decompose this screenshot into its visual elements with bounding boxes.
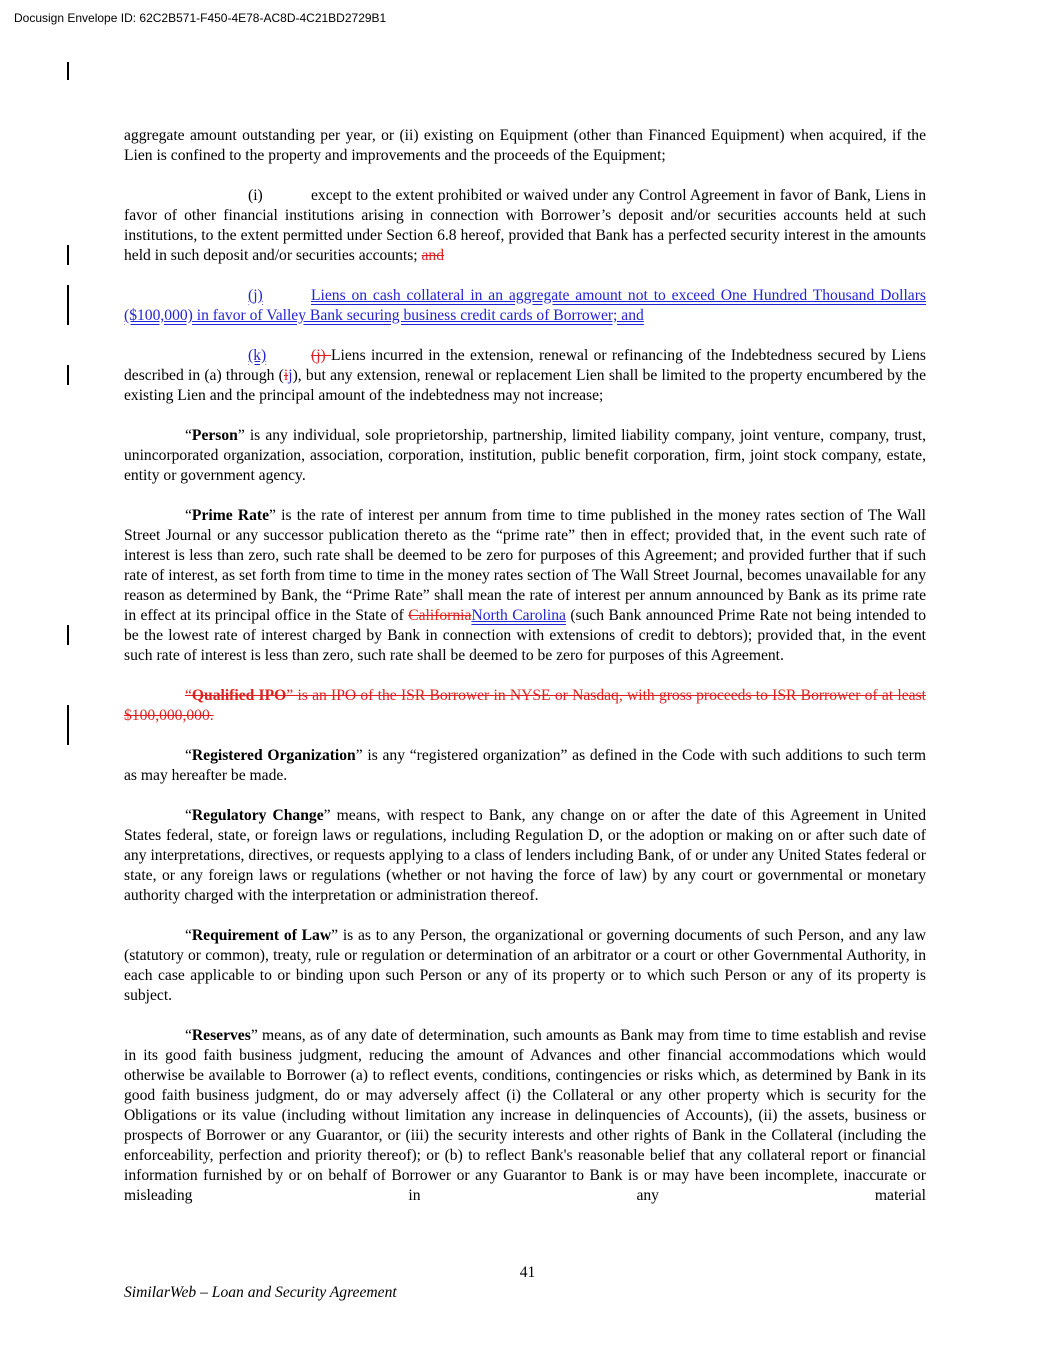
paragraph	[124, 346, 926, 406]
text-run: “	[185, 807, 192, 824]
defined-term: Regulatory Change	[191, 807, 324, 824]
paragraph	[124, 506, 926, 666]
text-run: “	[185, 927, 192, 944]
text-run: Liens incurred in the extension, renewal or refinancing of the Indebtedness secured by Liens described in (a) through (	[124, 347, 927, 384]
text-run: ” means, with respect to Bank, any change on or after the date of this Agreement in United States federal, state, or foreign laws or regulations, including Regulation D, or the adoption or making on or after such date of any interpretations, directives, or requests applying to a class of lenders including Bank, of or under any United States federal or state, or any foreign laws or regulations (whether or not having the force of law) by any court or governmental or monetary authority charged with the interpretation or administration thereof.	[124, 807, 926, 904]
text-run: (i)	[248, 187, 263, 204]
change-bar	[67, 62, 69, 80]
paragraph	[124, 286, 926, 326]
paragraph	[124, 806, 926, 906]
text-run: ), but any extension, renewal or replacement Lien shall be limited to the property encumbered by the existing Lien and the principal amount of the indebtedness may not increase;	[124, 367, 926, 404]
text-run: “	[185, 427, 192, 444]
change-bar	[67, 245, 69, 265]
deleted-text: i	[283, 367, 289, 384]
text-run: “	[185, 507, 192, 524]
deleted-text: ” is an IPO of the ISR Borrower in NYSE or Nasdaq, with gross proceeds to ISR Borrower of at least $100,000,000.	[124, 687, 926, 724]
inserted-text: (k)	[248, 347, 267, 364]
paragraph	[124, 686, 926, 726]
paragraph	[124, 746, 926, 786]
paragraph	[124, 426, 926, 486]
defined-term: Reserves	[191, 1027, 251, 1044]
inserted-text: (j)	[248, 287, 263, 304]
inserted-text: j	[288, 367, 293, 384]
text-run: ” is the rate of interest per annum from time to time published in the money rates section of The Wall Street Journal or any successor publication thereto as the “prime rate” then in effect; provided that, in the event such rate of interest is less than zero, such rate shall be deemed to be zero for purposes of this Agreement; and provided further that if such rate of interest, as set forth from time to time in the money rates section of The Wall Street Journal, becomes unavailable for any reason as determined by Bank, the “Prime Rate” shall mean the rate of interest per annum announced by Bank as its prime rate in effect at its principal office in the State of	[124, 507, 926, 624]
paragraph	[124, 926, 926, 1006]
deleted-text: California	[408, 607, 472, 624]
paragraph	[124, 1026, 926, 1206]
text-run: ” is any individual, sole proprietorship, partnership, limited liability company, joint venture, company, trust, unincorporated organization, association, corporation, institution, public benefit corporation, firm, joint stock company, estate, entity or government agency.	[124, 427, 926, 484]
deleted-text: and	[421, 247, 445, 264]
text-run: “	[185, 1027, 192, 1044]
deleted-text: “	[185, 687, 192, 704]
deleted-text: (j)	[311, 347, 332, 364]
text-run: aggregate amount outstanding per year, or (ii) existing on Equipment (other than Financed Equipment) when acquired, if the Lien is confined to the property and improvements and the proceeds of the Equipment;	[124, 127, 926, 164]
change-bar	[67, 365, 69, 385]
deleted-defined-term: Qualified IPO	[191, 687, 287, 704]
paragraph	[124, 126, 926, 166]
defined-term: Requirement of Law	[191, 927, 332, 944]
paragraph	[124, 186, 926, 266]
text-run: ” is any “registered organization” as defined in the Code with such additions to such term as may hereafter be made.	[124, 747, 926, 784]
defined-term: Registered Organization	[191, 747, 356, 764]
footer-title: SimilarWeb – Loan and Security Agreement	[124, 1284, 397, 1301]
text-run: ” is as to any Person, the organizational or governing documents of such Person, and any law (statutory or common), treaty, rule or regulation or determination of an arbitrator or a court or other Governmental Authority, in each case applicable to or binding upon such Person or any of its property or to which such Person or any of its property is subject.	[124, 927, 926, 1004]
text-run: “	[185, 747, 192, 764]
change-bar	[67, 285, 69, 325]
page-number: 41	[519, 1264, 536, 1281]
item-label	[248, 286, 311, 306]
item-label	[248, 186, 311, 206]
text-run: ” means, as of any date of determination, such amounts as Bank may from time to time establish and revise in its good faith business judgment, reducing the amount of Advances and other financial accommodations which would otherwise be available to Borrower (a) to reflect events, conditions, contingencies or risks which, as determined by Bank in its good faith business judgment, do or may adversely affect (i) the Collateral or any other property which is security for the Obligations or its value (including without limitation any increase in delinquencies of Accounts), (ii) the assets, business or prospects of Borrower or any Guarantor, or (iii) the security interests and other rights of Bank in the Collateral (including the enforceability, perfection and priority thereof); or (b) to reflect Bank's reasonable belief that any collateral report or financial information furnished by or on behalf of Borrower or any Guarantor to Bank is or may have been incomplete, inaccurate or misleading in any material	[124, 1027, 926, 1204]
defined-term: Person	[191, 427, 238, 444]
docusign-envelope-id: Docusign Envelope ID: 62C2B571-F450-4E78-AC8D-4C21BD2729B1	[14, 11, 387, 25]
change-bar	[67, 625, 69, 645]
text-run: (such Bank announced Prime Rate not being intended to be the lowest rate of interest charged by Bank in connection with extensions of credit to debtors); provided that, in the event such rate of interest is less than zero, such rate shall be deemed to be zero for purposes of this Agreement.	[124, 607, 926, 664]
change-bar	[67, 705, 69, 745]
inserted-text: North Carolina	[471, 607, 566, 624]
item-label	[248, 346, 311, 366]
text-run: except to the extent prohibited or waived under any Control Agreement in favor of Bank, Liens in favor of other financial institutions arising in connection with Borrower’s deposit and/or securities accounts held at such institutions, to the extent permitted under Section 6.8 hereof, provided that Bank has a perfected security interest in the amounts held in such deposit and/or securities accounts;	[124, 187, 926, 264]
document-body	[124, 126, 926, 1226]
inserted-text: Liens on cash collateral in an aggregate amount not to exceed One Hundred Thousand Dollars ($100,000) in favor of Valley Bank securing business credit cards of Borrower; and	[124, 287, 926, 324]
defined-term: Prime Rate	[191, 507, 270, 524]
